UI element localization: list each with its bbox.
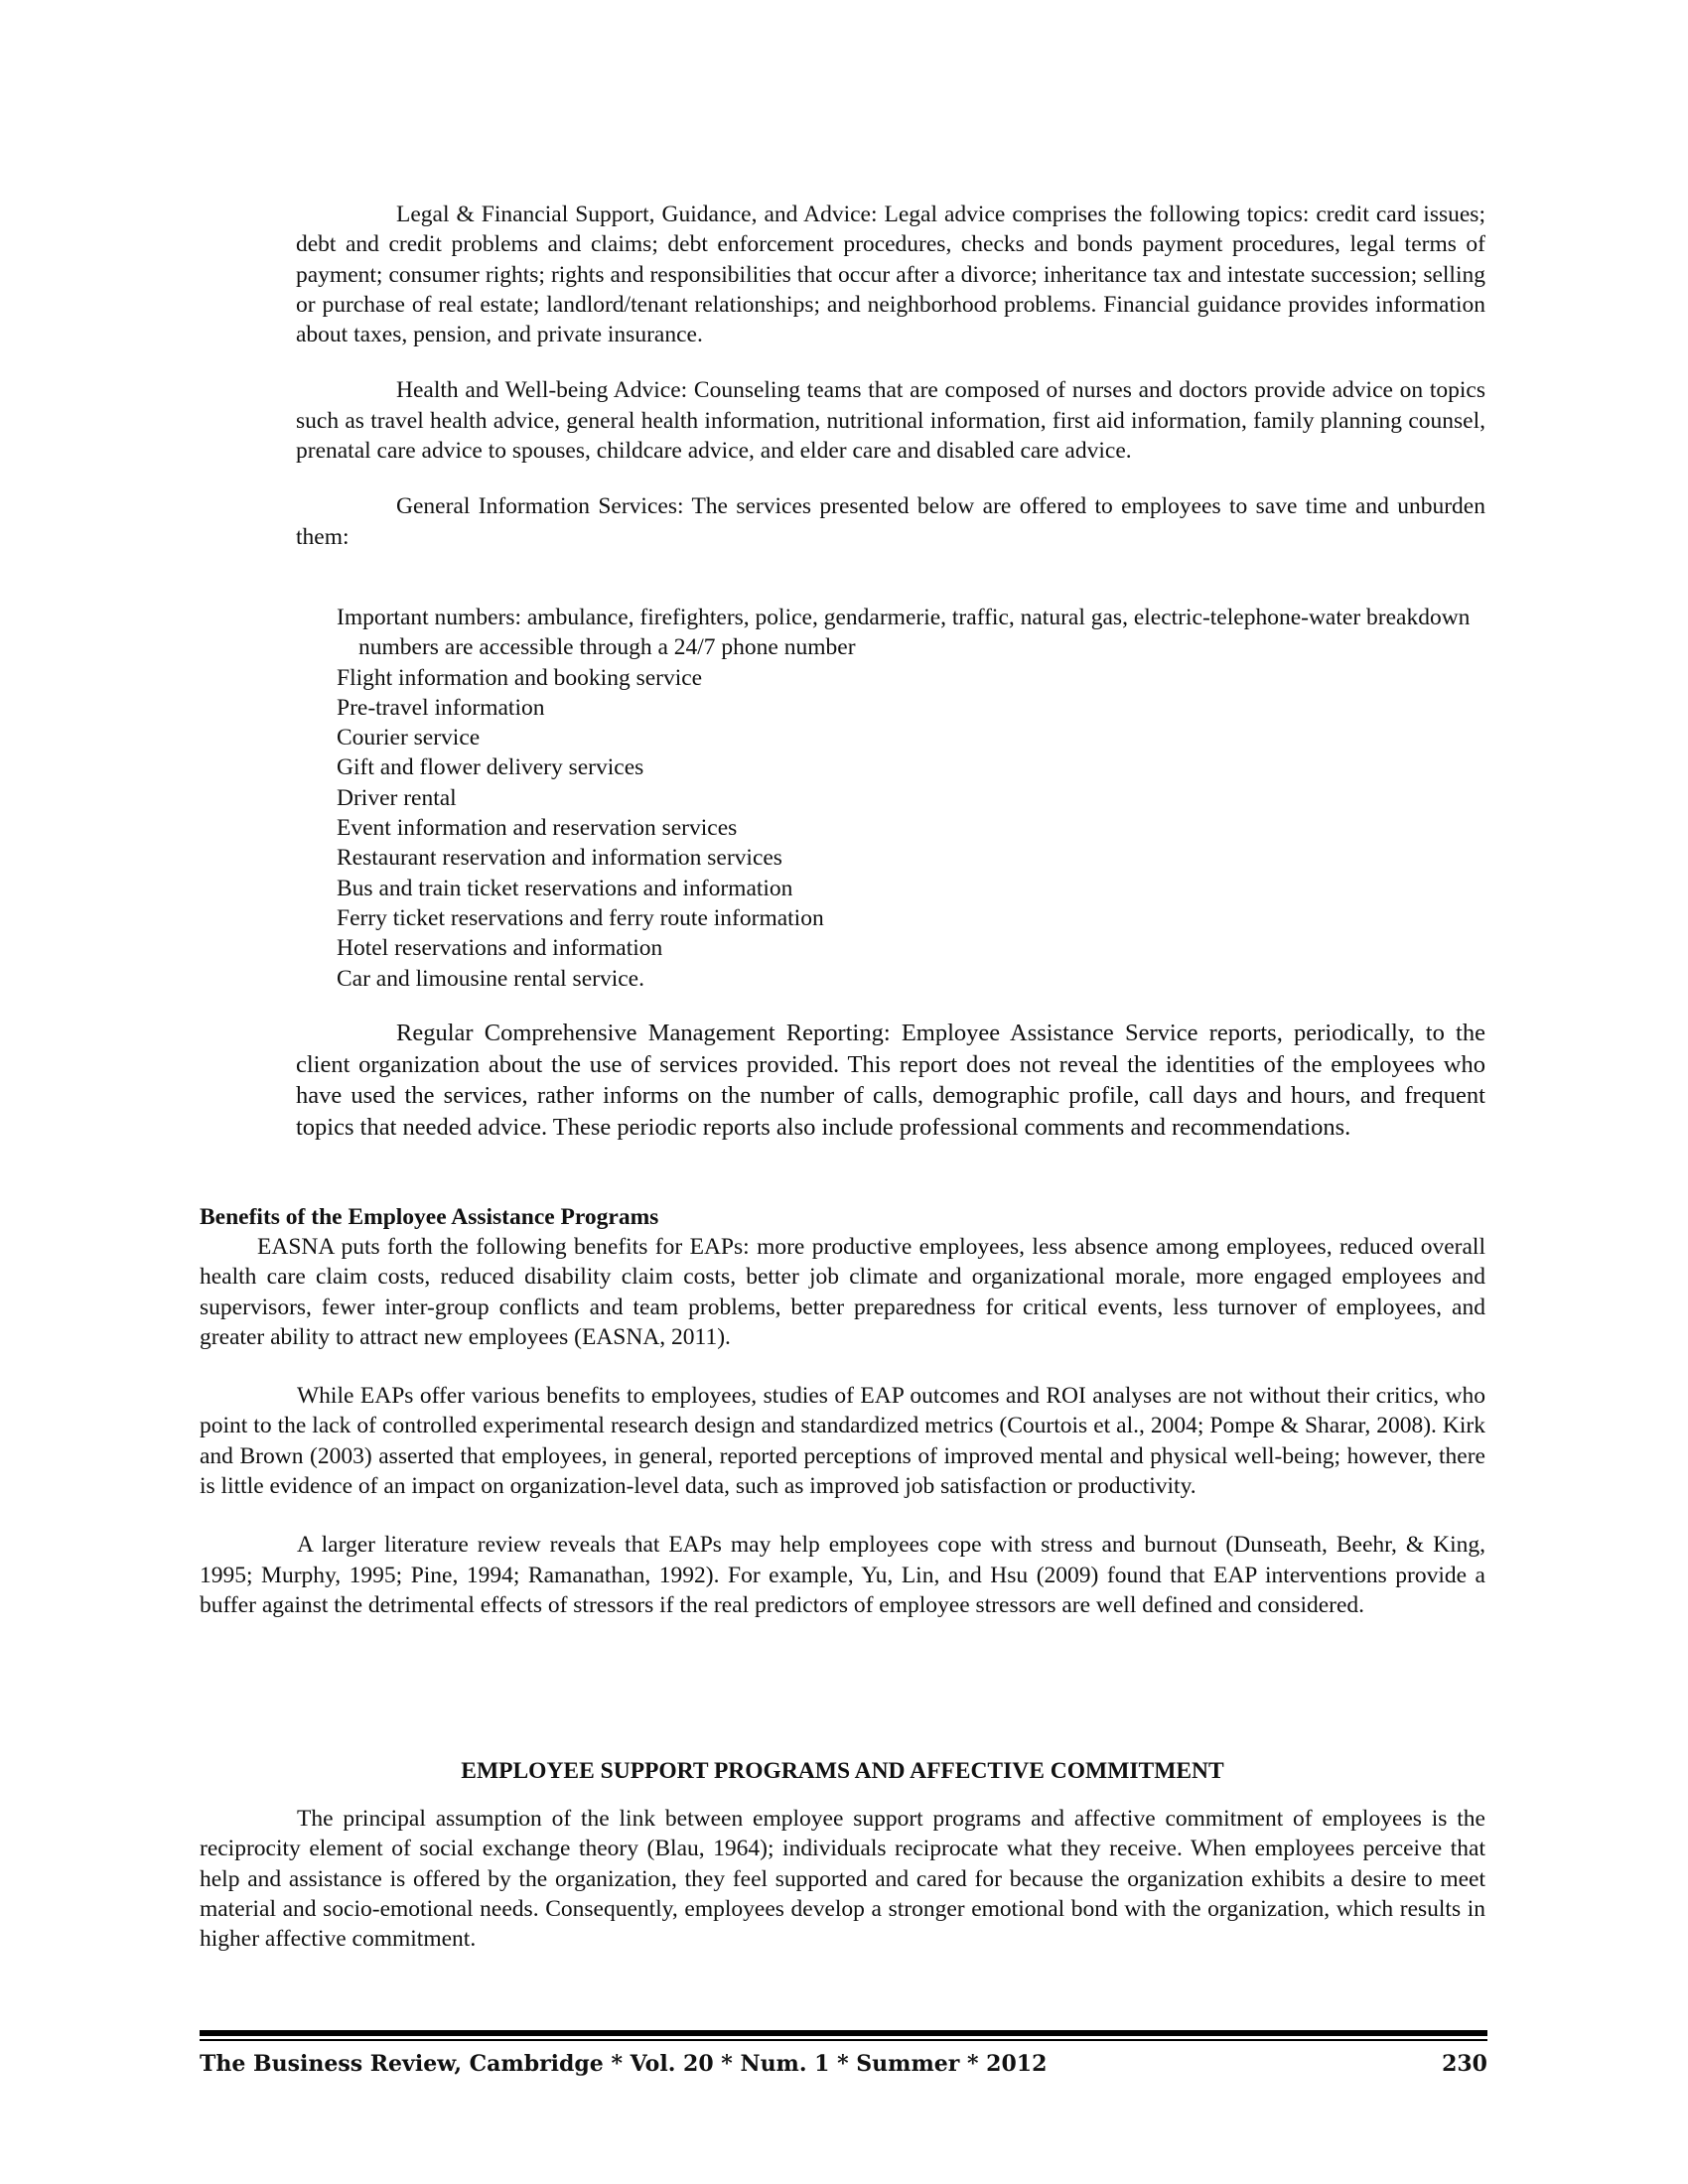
list-item: Pre-travel information: [337, 694, 545, 721]
paragraph-legal-financial: Legal & Financial Support, Guidance, and Advice: Legal advice comprises the following topics: credit card issues; debt and credit problems and claims; debt enforcement procedures, checks and bonds payment procedures, legal terms of payment; consumer rights; rights and responsibilities that occur after a divorce; inheritance tax and intestate succession; selling or purchase of real estate; landlord/tenant relationships; and neighborhood problems. Financial guidance provides information about taxes, pension, and private insurance.: [296, 202, 1485, 348]
list-item: Driver rental: [337, 784, 457, 811]
paragraph-literature-review: A larger literature review reveals that EAPs may help employees cope with stress and burnout (Dunseath, Beehr, & King, 1995; Murphy, 1995; Pine, 1994; Ramanathan, 1992). For example, Yu, Lin, and Hsu (2009) found that EAP interventions provide a buffer against the detrimental effects of stressors if the real predictors of employee stressors are well defined and considered.: [200, 1532, 1485, 1618]
support-section: [200, 1804, 1485, 1954]
section-heading-benefits: Benefits of the Employee Assistance Programs: [200, 1204, 659, 1230]
paragraph-health-wellbeing: Health and Well-being Advice: Counseling teams that are composed of nurses and doctors provide advice on topics such as travel health advice, general health information, nutritional information, first aid information, family planning counsel, prenatal care advice to spouses, childcare advice, and elder care and disabled care advice.: [296, 377, 1485, 465]
service-list: [337, 603, 1488, 994]
list-item: Restaurant reservation and information services: [337, 845, 782, 872]
paragraph-easna-benefits: EASNA puts forth the following benefits for EAPs: more productive employees, less absence among employees, reduced overall health care claim costs, reduced disability claim costs, better job climate and organizational morale, more engaged employees and supervisors, fewer inter-group conflicts and team problems, better preparedness for critical events, less turnover of employees, and greater ability to attract new employees (EASNA, 2011).: [200, 1234, 1485, 1350]
footer-rule: [200, 2030, 1487, 2036]
page-footer: [200, 2048, 1487, 2080]
list-item: Important numbers: ambulance, firefighters, police, gendarmerie, traffic, natural gas, electric-telephone-water breakdown numbers are accessible through a 24/7 phone number: [337, 605, 1471, 661]
section-heading-support: EMPLOYEE SUPPORT PROGRAMS AND AFFECTIVE COMMITMENT: [461, 1758, 1224, 1784]
page-number: 230: [1442, 2051, 1487, 2077]
paragraph-general-information: General Information Services: The services presented below are offered to employees to save time and unburden them:: [296, 493, 1485, 550]
list-item: Gift and flower delivery services: [337, 754, 644, 781]
list-item: Flight information and booking service: [337, 664, 703, 691]
reporting-block: [296, 1018, 1485, 1143]
benefits-section: [200, 1232, 1485, 1620]
list-item: Event information and reservation services: [337, 815, 738, 842]
list-item: Ferry ticket reservations and ferry route information: [337, 904, 824, 931]
list-item: Courier service: [337, 725, 481, 751]
paragraph-eap-critics: While EAPs offer various benefits to employees, studies of EAP outcomes and ROI analyses are not without their critics, who point to the lack of controlled experimental research design and standardized metrics (Courtois et al., 2004; Pompe & Sharar, 2008). Kirk and Brown (2003) asserted that employees, in general, reported perceptions of improved mental and physical well-being; however, there is little evidence of an impact on organization-level data, such as improved job satisfaction or productivity.: [200, 1383, 1485, 1500]
list-item: Bus and train ticket reservations and information: [337, 875, 793, 901]
journal-citation: The Business Review, Cambridge * Vol. 20 * Num. 1 * Summer * 2012: [200, 2051, 1048, 2077]
paragraph-reciprocity: The principal assumption of the link between employee support programs and affective commitment of employees is the reciprocity element of social exchange theory (Blau, 1964); individuals reciprocate what they receive. When employees perceive that help and assistance is offered by the organization, they feel supported and cared for because the organization exhibits a desire to meet material and socio-emotional needs. Consequently, employees develop a stronger emotional bond with the organization, which results in higher affective commitment.: [200, 1806, 1485, 1953]
list-item: Car and limousine rental service.: [337, 965, 644, 992]
list-item: Hotel reservations and information: [337, 935, 663, 962]
subsection-block: [296, 200, 1485, 552]
paragraph-management-reporting: Regular Comprehensive Management Reporting: Employee Assistance Service reports, periodically, to the client organization about the use of services provided. This report does not reveal the identities of the employees who have used the services, rather informs on the number of calls, demographic profile, call days and hours, and frequent topics that needed advice. These periodic reports also include professional comments and recommendations.: [296, 1020, 1485, 1141]
footer-rule-thin: [200, 2039, 1487, 2041]
